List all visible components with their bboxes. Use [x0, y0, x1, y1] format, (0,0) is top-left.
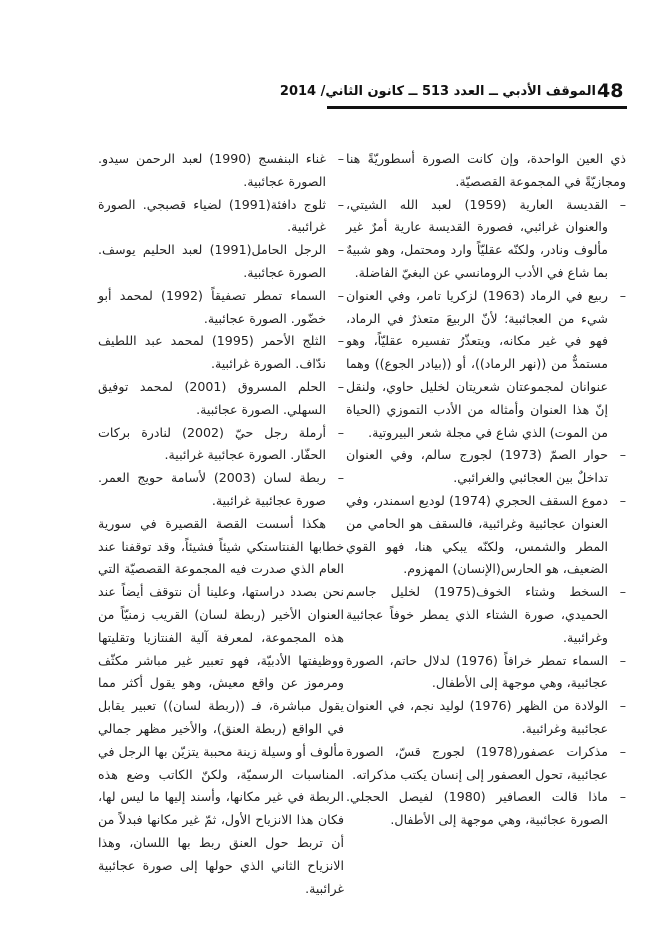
list-item-text: غناء البنفسج (1990) لعبد الرحمن سيدو. الصورة عجائبية. — [98, 151, 326, 189]
list-item-text: دموع السقف الحجري (1974) لوديع اسمندر، وفي العنوان عجائبية وغرائبية، فالسقف هو الحامي من المطر والشمس، ولكنّه يبكي هنا، فهو القوي الضعيف، هو الحارس(الإنسان) المهزوم. — [346, 492, 608, 577]
running-title: الموقف الأدبي ــ العدد 513 ــ كانون الثاني/ 2014 — [279, 84, 596, 99]
dash-bullet: – — [337, 470, 344, 486]
list-item — [346, 741, 626, 787]
dash-bullet: – — [619, 789, 626, 805]
dash-bullet: – — [619, 652, 626, 668]
page-number: 48 — [597, 80, 624, 102]
closing-paragraph: هكذا أسست القصة القصيرة في سورية خطابها الفنتاستكي شيئاً فشيئاً، وقد توقفنا عند العام الذي صدرت فيه المجموعة القصصيّة التي نحن بصدد دراستها، وعلينا أن نتوقف أيضاً عند العنوان الأخير (ربطة لسان) القريب زمنيّاً من هذه المجموعة، لمعرفة آلية الفنتازيا وتقليتها ووظيفتها الأدبيّة، فهو تعبير غير مباشر مكثّف ومرموز عن واقع معيش، وهو يقول أكثر مما يقول مباشرة، فـ ((ربطة لسان)) تعبير يقابل في الواقع (ربطة العنق)، والأخير مظهر جمالي مألوف أو وسيلة زينة محببة يتزيّن بها الرجل في المناسبات الرسميّة، ولكنّ الكاتب وضع هذه الربطة في غير مكانها، وأسند إليها ما ليس لها، فكان هذا الانزياح الأول، ثمّ غير مكانها فبدلاً من أن تربط حول العنق ربط بها اللسان، وهذا الانزياح الثاني الذي حولها إلى صورة عجائبية غرائبية. — [98, 515, 344, 896]
list-item — [346, 490, 626, 581]
dash-bullet: – — [337, 378, 344, 394]
left-column — [98, 148, 344, 900]
list-item — [346, 444, 626, 490]
list-item — [98, 376, 344, 422]
list-item-text: الولادة من الظهر (1976) لوليد نجم، في العنوان عجائبية وغرائبية. — [346, 698, 608, 736]
list-item — [98, 239, 344, 285]
dash-bullet: – — [619, 287, 626, 303]
list-item-text: السخط وشتاء الخوف(1975) لخليل جاسم الحميدي، صورة الشتاء الذي يمطر خوفاً عجائبية وغرائبية. — [346, 584, 608, 645]
list-item — [346, 786, 626, 832]
list-item-text: ربيع في الرماد (1963) لزكريا تامر، وفي العنوان شيء من العجائبية؛ لأنّ الربيعَ متعذرٌ في الرماد، فهو في غير مكانه، ويتعذّرُ تفسيره عقليّاً، وهو مستمدٌّ من ((نهر الرماد))، أو ((بيادر الجوع)) وهما عنوانان لمجموعتان شعريتان لخليل حاوي، ولنقل إنّ هذا العنوان وأمثاله من الأدب التموزي (الحياة من الموت) الذي شاع في مجلة شعر البيروتية. — [346, 287, 608, 440]
list-item-text: السماء تمطر تصفيقاً (1992) لمحمد أبو خضّور. الصورة عجائبية. — [98, 287, 326, 326]
list-item — [98, 330, 344, 376]
header-rule — [327, 106, 627, 109]
dash-bullet: – — [337, 196, 344, 212]
dash-bullet: – — [337, 333, 344, 349]
list-item-text: القديسة العارية (1959) لعبد الله الشيتي، والعنوان غرائبي، فصورة القديسة عارية أمرٌ غير مألوف ونادر، ولكنّه عقليّاً وارد ومحتمل، وهو شبيهٌ بما شاع في الأدب الرومانسي عن البغيّ الفاضلة. — [346, 196, 608, 280]
list-item — [98, 194, 344, 240]
list-item-text: مذكرات عصفور(1978) لجورج قسّ، الصورة عجائبية، تحول العصفور إلى إنسان يكتب مذكراته. — [346, 743, 608, 782]
list-item-text: أرملة رجل حيّ (2002) لنادرة بركات الحفّار. الصورة عجائبية غرائبية. — [98, 424, 327, 463]
list-item — [346, 581, 626, 649]
dash-bullet: – — [619, 447, 626, 463]
list-item-text: السماء تمطر خرافاً (1976) لدلال حاتم، الصورة عجائبية، وهي موجهة إلى الأطفال. — [346, 652, 608, 691]
dash-bullet: – — [337, 424, 344, 440]
list-item — [346, 650, 626, 696]
list-item-text: حوار الصمّ (1973) لجورج سالم، وفي العنوان تداخلٌ بين العجائبي والغرائبي. — [346, 447, 608, 486]
list-item — [346, 695, 626, 741]
list-item-text: الحلم المسروق (2001) لمحمد توفيق السهلي. الصورة عجائبية. — [98, 378, 326, 417]
list-item — [98, 467, 344, 513]
dash-bullet: – — [619, 492, 626, 508]
list-item-text: ثلوج دافئة(1991) لضياء قصبجي. الصورة غرائبية. — [98, 196, 326, 235]
list-item — [98, 422, 344, 468]
list-item — [98, 285, 344, 331]
dash-bullet: – — [619, 743, 626, 759]
list-item — [346, 194, 626, 285]
dash-bullet: – — [619, 584, 626, 600]
list-item-text: ربطة لسان (2003) لأسامة حويج العمر. صورة عجائبية غرائبية. — [98, 470, 327, 508]
dash-bullet: – — [619, 698, 626, 714]
dash-bullet: – — [337, 287, 344, 303]
dash-bullet: – — [337, 242, 344, 258]
dash-bullet: – — [337, 151, 344, 166]
list-item-text: ماذا قالت العصافير (1980) لفيصل الحجلي. الصورة عجائبية، وهي موجهة إلى الأطفال. — [346, 789, 608, 828]
intro-paragraph: ذي العين الواحدة، وإن كانت الصورة أسطوريّةً هنا ومجازيّةً في المجموعة القصصيّة. — [346, 151, 626, 189]
list-item — [346, 285, 626, 445]
dash-bullet: – — [619, 196, 626, 212]
right-column — [346, 148, 626, 832]
list-item — [98, 148, 344, 194]
list-item-text: الثلج الأحمر (1995) لمحمد عبد اللطيف ندّاف. الصورة غرائبية. — [98, 333, 326, 372]
list-item-text: الرجل الحامل(1991) لعبد الحليم يوسف. الصورة عجائبية. — [98, 242, 326, 280]
